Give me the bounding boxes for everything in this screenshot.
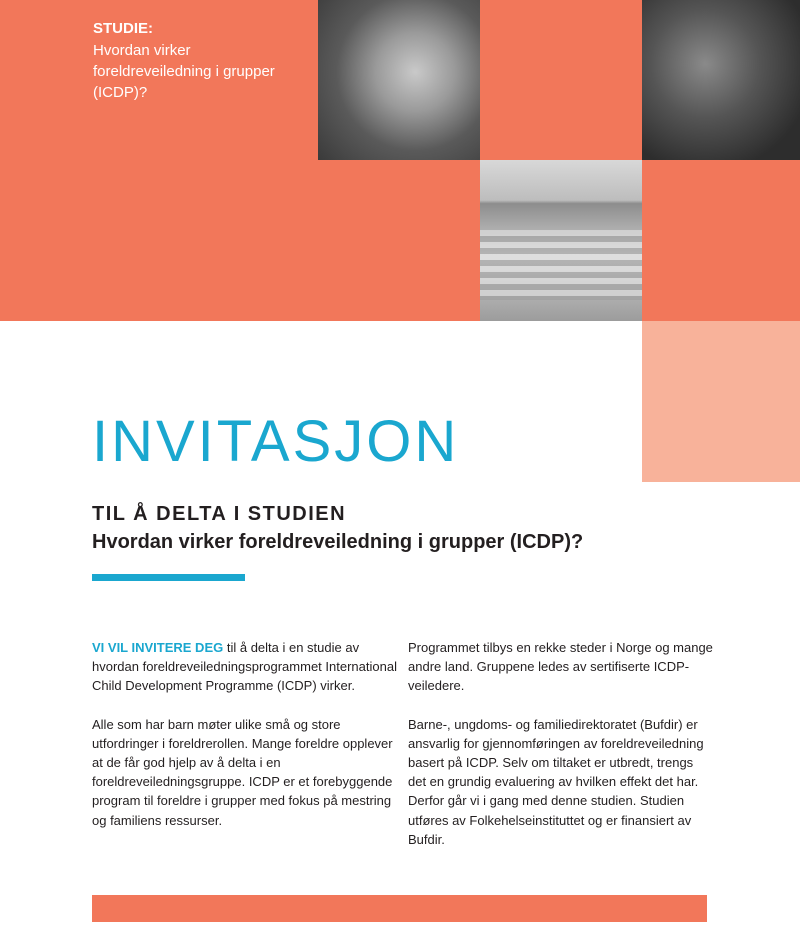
mother-children-crosswalk-photo: [480, 160, 642, 321]
subtitle-question: Hvordan virker foreldreveiledning i grupper (ICDP)?: [92, 531, 584, 553]
body-column-right: [408, 638, 713, 868]
paragraph: [92, 638, 397, 696]
sad-child-photo: [318, 0, 480, 160]
father-baby-photo: [642, 0, 800, 160]
paragraph-text: til å delta i en studie av hvordan foreldreveiledningsprogrammet International Child Development Programme (ICDP) virker.: [92, 640, 397, 694]
paragraph: Programmet tilbys en rekke steder i Norge og mange andre land. Gruppene ledes av sertifiserte ICDP-veiledere.: [408, 640, 713, 694]
body-column-left: [92, 638, 397, 849]
divider: [92, 574, 245, 581]
study-label: STUDIE:: [93, 20, 153, 37]
study-title-line: foreldreveiledning i grupper: [93, 63, 275, 80]
footer-bar: [92, 895, 707, 922]
study-title-line: (ICDP)?: [93, 84, 148, 101]
study-title-line: Hvordan virker: [93, 42, 191, 59]
subtitle: TIL Å DELTA I STUDIEN: [92, 503, 347, 525]
page-title: INVITASJON: [92, 409, 460, 474]
decorative-block: [642, 321, 800, 482]
lead-text: VI VIL INVITERE DEG: [92, 640, 224, 655]
paragraph: Alle som har barn møter ulike små og store utfordringer i foreldrerollen. Mange foreldre opplever at de får god hjelp av å delta i en foreldreveiledningsgruppe. ICDP er et forebyggende program til foreldre i grupper med fokus på mestring og familiens ressurser.: [92, 716, 393, 828]
study-heading: [93, 18, 275, 103]
paragraph: Barne-, ungdoms- og familiedirektoratet (Bufdir) er ansvarlig for gjennomføringen av foreldreveiledning basert på ICDP. Selv om tiltaket er utbredt, trengs det en grundig evaluering av hvilken effekt det har. Derfor går vi i gang med denne studien. Studien utføres av Folkehelseinstituttet og er finansiert av Bufdir.: [408, 716, 704, 847]
